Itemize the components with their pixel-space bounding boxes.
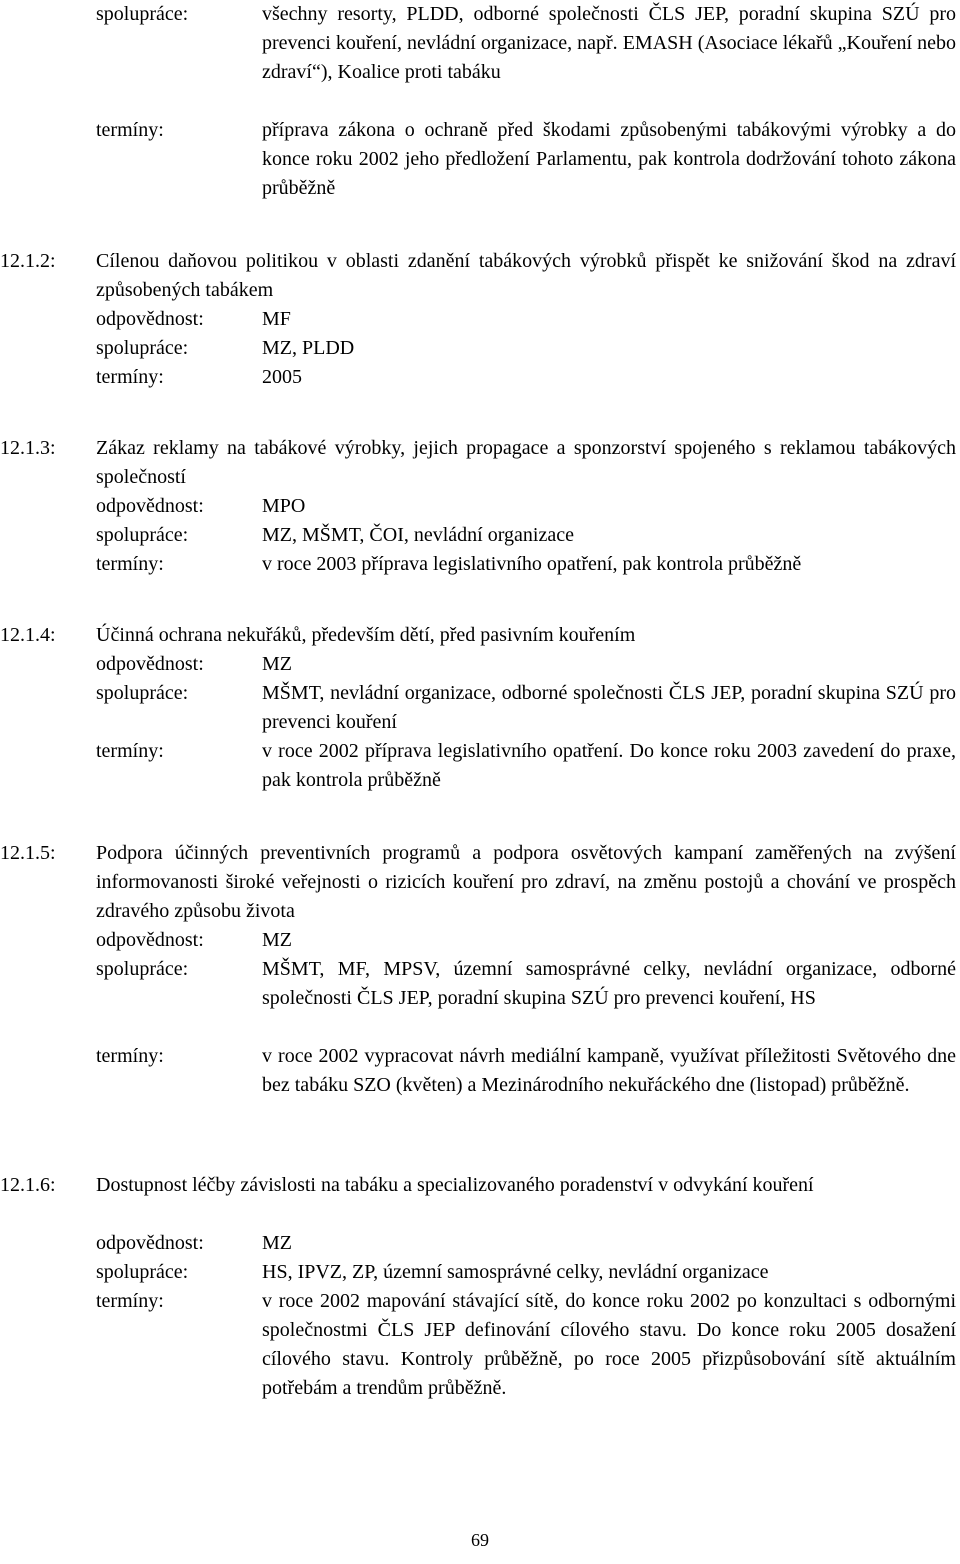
terminy-label: termíny: <box>96 366 164 388</box>
item-title: Podpora účinných preventivních programů a podpora osvětových kampaní zaměřených na zvýšení informovanosti široké veřejnosti o rizicích kouření pro zdraví, na změnu postojů a chování ve prospěch zdravého způsobu života <box>96 842 956 922</box>
odpovednost-value: MZ <box>262 653 292 675</box>
odpovednost-value: MF <box>262 308 291 330</box>
odpovednost-label: odpovědnost: <box>96 495 204 517</box>
spoluprace-label: spolupráce: <box>96 1261 189 1283</box>
spoluprace-value: MZ, PLDD <box>262 337 355 359</box>
terminy-value: 2005 <box>262 366 302 388</box>
odpovednost-label: odpovědnost: <box>96 653 204 675</box>
terminy-value: v roce 2002 mapování stávající sítě, do konce roku 2002 po konzultaci s odbornými společnostmi ČLS JEP definování cílového stavu. Do konce roku 2005 dosažení cílového stavu. Kontroly průběžně, po roce 2005 přizpůsobování sítě aktuálním potřebám a trendům průběžně. <box>262 1290 956 1399</box>
item-number: 12.1.5: <box>0 842 56 864</box>
spoluprace-label: spolupráce: <box>96 524 189 546</box>
item-title: Cílenou daňovou politikou v oblasti zdanění tabákových výrobků přispět ke snižování škod na zdraví způsobených tabákem <box>96 250 956 301</box>
odpovednost-value: MPO <box>262 495 306 517</box>
spoluprace-value: MZ, MŠMT, ČOI, nevládní organizace <box>262 524 574 546</box>
spoluprace-label: spolupráce: <box>96 3 189 25</box>
terminy-label: termíny: <box>96 553 164 575</box>
item-title: Zákaz reklamy na tabákové výrobky, jejich propagace a sponzorství spojeného s reklamou tabákových společností <box>96 437 956 488</box>
terminy-label: termíny: <box>96 740 164 762</box>
spoluprace-value: všechny resorty, PLDD, odborné společnosti ČLS JEP, poradní skupina SZÚ pro prevenci kouření, nevládní organizace, např. EMASH (Asociace lékařů „Kouření nebo zdraví“), Koalice proti tabáku <box>262 3 956 83</box>
item-title: Dostupnost léčby závislosti na tabáku a specializovaného poradenství v odvykání kouření <box>96 1174 814 1196</box>
terminy-value: v roce 2002 vypracovat návrh mediální kampaně, využívat příležitosti Světového dne bez tabáku SZO (květen) a Mezinárodního nekuřáckého dne (listopad) průběžně. <box>262 1045 956 1096</box>
odpovednost-value: MZ <box>262 1232 292 1254</box>
page-number: 69 <box>471 1530 489 1550</box>
spoluprace-label: spolupráce: <box>96 958 189 980</box>
item-number: 12.1.4: <box>0 624 56 646</box>
terminy-value: v roce 2003 příprava legislativního opatření, pak kontrola průběžně <box>262 553 802 575</box>
terminy-label: termíny: <box>96 1290 164 1312</box>
spoluprace-label: spolupráce: <box>96 337 189 359</box>
odpovednost-label: odpovědnost: <box>96 929 204 951</box>
item-number: 12.1.6: <box>0 1174 56 1196</box>
spoluprace-value: MŠMT, MF, MPSV, územní samosprávné celky, nevládní organizace, odborné společnosti ČLS JEP, poradní skupina SZÚ pro prevenci kouření, HS <box>262 958 956 1009</box>
spoluprace-label: spolupráce: <box>96 682 189 704</box>
terminy-value: příprava zákona o ochraně před škodami způsobenými tabákovými výrobky a do konce roku 2002 jeho předložení Parlamentu, pak kontrola dodržování tohoto zákona průběžně <box>262 119 956 199</box>
item-number: 12.1.3: <box>0 437 56 459</box>
terminy-label: termíny: <box>96 1045 164 1067</box>
terminy-label: termíny: <box>96 119 164 141</box>
odpovednost-value: MZ <box>262 929 292 951</box>
odpovednost-label: odpovědnost: <box>96 1232 204 1254</box>
odpovednost-label: odpovědnost: <box>96 308 204 330</box>
spoluprace-value: MŠMT, nevládní organizace, odborné společnosti ČLS JEP, poradní skupina SZÚ pro prevenci kouření <box>262 682 956 733</box>
terminy-value: v roce 2002 příprava legislativního opatření. Do konce roku 2003 zavedení do praxe, pak kontrola průběžně <box>262 740 956 791</box>
item-title: Účinná ochrana nekuřáků, především dětí, před pasivním kouřením <box>96 624 636 646</box>
spoluprace-value: HS, IPVZ, ZP, územní samosprávné celky, nevládní organizace <box>262 1261 769 1283</box>
item-number: 12.1.2: <box>0 250 56 272</box>
